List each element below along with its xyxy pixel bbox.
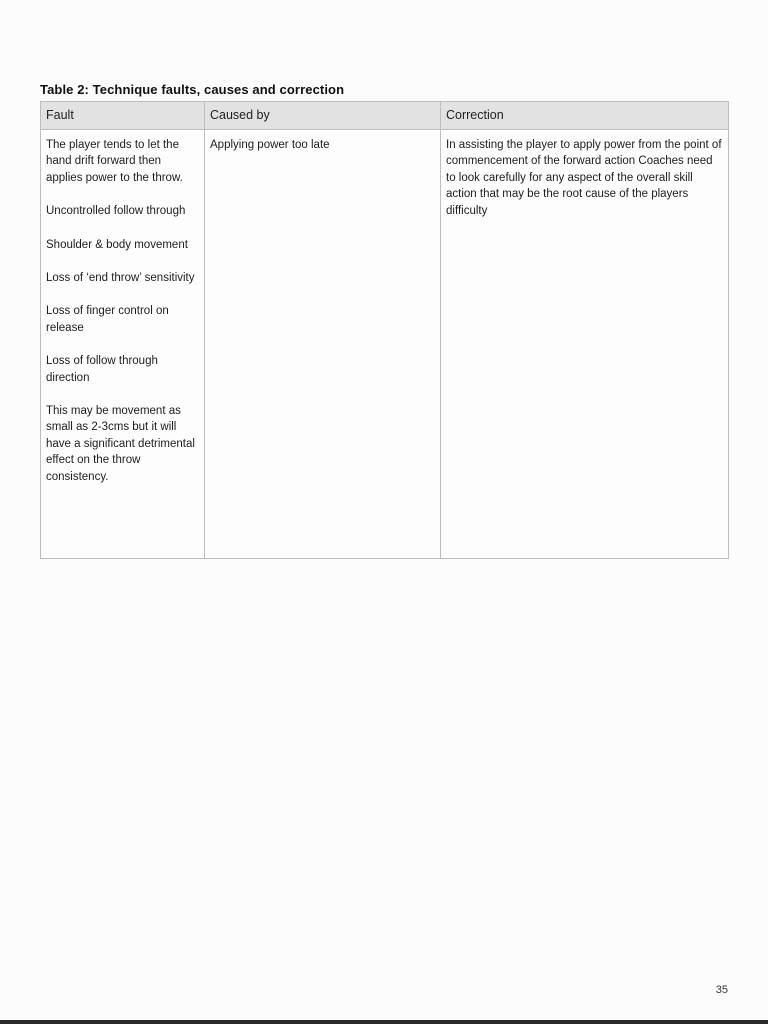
fault-entry: This may be movement as small as 2-3cms but it will have a significant detrimental effect on the throw consistency.	[46, 405, 195, 483]
technique-faults-table	[40, 101, 729, 559]
table-header-row	[41, 102, 729, 130]
fault-entry: Shoulder & body movement	[46, 238, 188, 251]
caused-by-cell: Applying power too late	[205, 130, 441, 559]
fault-entry: The player tends to let the hand drift forward then applies power to the throw.	[46, 139, 183, 184]
page-number: 35	[715, 984, 728, 996]
fault-entry: Loss of follow through direction	[46, 355, 158, 384]
fault-entry: Uncontrolled follow through	[46, 205, 186, 218]
table-caption: Table 2: Technique faults, causes and correction	[40, 82, 345, 97]
correction-cell: In assisting the player to apply power from the point of commencement of the forward action Coaches need to look carefully for any aspect of the overall skill action that may be the root cause of the players difficulty	[441, 130, 729, 559]
fault-cell	[41, 130, 205, 559]
fault-entry: Loss of ‘end throw’ sensitivity	[46, 272, 195, 285]
header-caused-by: Caused by	[205, 102, 441, 130]
page-bottom-edge	[0, 1020, 768, 1024]
header-fault: Fault	[41, 102, 205, 130]
fault-entry: Loss of finger control on release	[46, 305, 169, 334]
header-correction: Correction	[441, 102, 729, 130]
table-row	[41, 130, 729, 559]
